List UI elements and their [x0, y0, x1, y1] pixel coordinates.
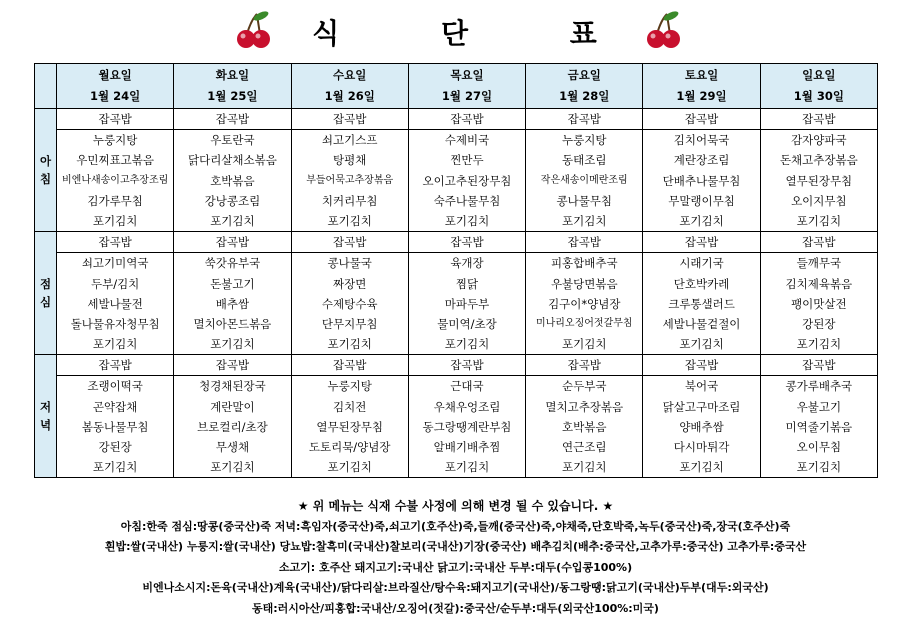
menu-item: 근대국: [450, 379, 484, 394]
menu-item: 쇠고기스프: [321, 133, 378, 148]
day-header: [408, 64, 525, 109]
menu-item: 수제탕수육: [321, 296, 378, 311]
title-char: 단: [440, 17, 471, 50]
menu-item: 포기김치: [562, 213, 607, 228]
page-title: [0, 12, 911, 52]
menu-item: 열무된장무침: [316, 419, 384, 434]
menu-item: 포기김치: [327, 337, 372, 352]
menu-cell: [174, 355, 291, 478]
day-date: 1월 25일: [207, 89, 258, 103]
menu-cell: [760, 109, 877, 232]
menu-item: 포기김치: [92, 213, 138, 228]
menu-item: 호박볶음: [210, 173, 255, 188]
menu-item: 잡곡밥: [292, 232, 408, 253]
menu-item: 잡곡밥: [409, 355, 525, 376]
menu-item: 포기김치: [796, 337, 842, 352]
cherry-icon: [643, 10, 683, 50]
menu-item: 미역줄기볶음: [785, 419, 853, 434]
menu-item: 누룽지탕: [562, 133, 607, 148]
menu-item: 작은새송이메란조림: [540, 174, 628, 186]
menu-item: 포기김치: [679, 213, 724, 228]
menu-item: 계란장조림: [673, 153, 730, 168]
menu-item: 김치전: [333, 399, 367, 414]
menu-cell: [174, 232, 291, 355]
menu-item: 쇠고기미역국: [81, 256, 149, 271]
menu-item: 수제비국: [444, 133, 490, 148]
menu-cell: [408, 109, 525, 232]
menu-item: 잡곡밥: [174, 109, 290, 130]
menu-cell: [526, 232, 643, 355]
menu-item: 곤약잡채: [92, 399, 138, 414]
menu-item: 잡곡밥: [643, 109, 759, 130]
menu-item: 비엔나새송이고추장조림: [62, 174, 169, 186]
menu-item: 우민찌표고볶음: [76, 153, 155, 168]
menu-item: 동태조림: [562, 153, 607, 168]
menu-item: 잡곡밥: [409, 232, 525, 253]
meal-row: [35, 232, 878, 355]
menu-item: 김치어묵국: [673, 133, 730, 148]
menu-item: 시래기국: [679, 256, 724, 271]
menu-item: 콩나물무침: [556, 193, 613, 208]
menu-item: 피홍합배추국: [550, 256, 618, 271]
menu-cell: [57, 232, 174, 355]
origin-line: 비엔나소시지:돈육(국내산)계육(국내산)/닭다리살:브라질산/탕수육:돼지고기(국내산)/동그랑땡:닭고기(국내산)두부(대두:외국산): [142, 581, 769, 594]
menu-item: 잡곡밥: [57, 109, 173, 130]
menu-item: 콩나물국: [327, 256, 372, 271]
menu-item: 우토란국: [210, 133, 255, 148]
menu-item: 잡곡밥: [761, 232, 877, 253]
day-name: 일요일: [802, 68, 836, 82]
day-name: 금요일: [567, 68, 601, 82]
menu-cell: [291, 109, 408, 232]
menu-item: 강된장: [98, 440, 132, 454]
menu-item: 포기김치: [679, 460, 724, 475]
menu-item: 세발나물겉절이: [662, 316, 741, 331]
menu-item: 연근조림: [562, 440, 607, 454]
menu-cell: [643, 232, 760, 355]
menu-cell: [526, 109, 643, 232]
menu-item: 김가루무침: [87, 193, 143, 208]
meal-label: 저 녁: [35, 355, 57, 478]
menu-cell: [643, 355, 760, 478]
menu-item: 오이고추된장무침: [422, 173, 512, 188]
title-char: 식: [312, 17, 342, 50]
day-name: 토요일: [684, 68, 719, 82]
menu-item: 무말랭이무침: [668, 193, 735, 208]
menu-item: 포기김치: [444, 213, 490, 228]
corner-cell: [35, 64, 57, 109]
menu-item: 두부/김치: [90, 276, 140, 291]
menu-item: 미나리오징어젓갈무침: [535, 317, 633, 329]
menu-item: 우불당면볶음: [550, 276, 618, 291]
menu-item: 잡곡밥: [526, 109, 642, 130]
menu-item: 무생채: [215, 440, 250, 454]
menu-item: 닭살고구마조림: [662, 399, 741, 414]
menu-item: 콩가루배추국: [785, 379, 853, 394]
menu-item: 포기김치: [562, 460, 607, 475]
day-name: 화요일: [215, 68, 250, 82]
menu-item: 우채우엉조림: [433, 399, 501, 414]
menu-item: 잡곡밥: [761, 109, 877, 130]
menu-item: 잡곡밥: [409, 109, 525, 130]
menu-cell: [760, 232, 877, 355]
meal-label: 점 심: [35, 232, 57, 355]
menu-item: 단호박카레: [673, 276, 730, 291]
menu-item: 브로컬리/초장: [197, 419, 268, 434]
menu-item: 북어국: [684, 379, 719, 394]
origin-line: 소고기: 호주산 돼지고기:국내산 닭고기:국내산 두부:대두(수입콩100%): [278, 560, 633, 574]
menu-item: 포기김치: [679, 337, 724, 352]
menu-cell: [291, 355, 408, 478]
menu-item: 청경채된장국: [199, 379, 266, 394]
menu-item: 단무지무침: [321, 316, 378, 331]
menu-item: 포기김치: [796, 460, 842, 475]
menu-item: 잡곡밥: [526, 232, 642, 253]
menu-item: 열무된장무침: [785, 173, 853, 188]
menu-item: 포기김치: [92, 460, 138, 475]
menu-item: 포기김치: [562, 337, 607, 352]
menu-item: 크루통샐러드: [668, 296, 735, 311]
day-header: [760, 64, 877, 109]
meal-label: 아 침: [35, 109, 57, 232]
day-header: [57, 64, 174, 109]
menu-item: 단배추나물무침: [662, 173, 741, 188]
menu-cell: [174, 109, 291, 232]
menu-item: 숙주나물무침: [433, 193, 501, 208]
day-header: [526, 64, 643, 109]
menu-item: 강된장: [802, 316, 836, 331]
menu-item: 양배추쌈: [679, 419, 724, 434]
day-date: 1월 26일: [324, 89, 375, 103]
menu-item: 마파두부: [444, 296, 490, 311]
day-date: 1월 24일: [90, 89, 141, 103]
menu-cell: [408, 232, 525, 355]
menu-item: 잡곡밥: [526, 355, 642, 376]
menu-item: 찜닭: [455, 276, 479, 291]
menu-item: 돈불고기: [210, 276, 255, 291]
menu-item: 동그랑땡계란부침: [422, 419, 512, 434]
menu-item: 잡곡밥: [57, 355, 173, 376]
day-name: 수요일: [333, 68, 367, 82]
menu-item: 포기김치: [444, 460, 490, 475]
menu-item: 잡곡밥: [643, 355, 759, 376]
menu-item: 봄동나물무침: [81, 419, 149, 434]
menu-item: 우불고기: [796, 399, 842, 414]
menu-table: [34, 63, 878, 478]
day-header: [174, 64, 291, 109]
day-date: 1월 28일: [559, 89, 610, 103]
menu-cell: [760, 355, 877, 478]
menu-cell: [526, 355, 643, 478]
menu-cell: [57, 355, 174, 478]
menu-item: 돌나물유자청무침: [70, 316, 160, 331]
menu-item: 오이무침: [796, 440, 842, 454]
menu-item: 잡곡밥: [292, 109, 408, 130]
menu-item: 잡곡밥: [292, 355, 408, 376]
menu-item: 감자양파국: [791, 133, 847, 148]
menu-item: 포기김치: [210, 337, 255, 352]
menu-cell: [291, 232, 408, 355]
menu-item: 찐만두: [450, 153, 484, 168]
day-date: 1월 27일: [441, 89, 493, 103]
menu-item: 순두부국: [562, 379, 607, 394]
menu-item: 포기김치: [796, 213, 842, 228]
menu-item: 치커리무침: [321, 193, 378, 208]
menu-cell: [643, 109, 760, 232]
menu-item: 다시마튀각: [673, 440, 730, 454]
menu-item: 멸치아몬드볶음: [193, 316, 272, 331]
menu-item: 포기김치: [92, 337, 138, 352]
menu-item: 잡곡밥: [643, 232, 759, 253]
menu-item: 돈채고추장볶음: [779, 153, 858, 168]
menu-item: 오이지무침: [791, 193, 847, 208]
notice-line: ★ 위 메뉴는 식재 수불 사정에 의해 변경 될 수 있습니다. ★: [297, 499, 614, 513]
menu-item: 누룽지탕: [92, 133, 138, 148]
menu-item: 포기김치: [444, 337, 490, 352]
day-name: 월요일: [98, 68, 132, 82]
menu-item: 알배기배추찜: [433, 440, 501, 454]
origin-line: 아침:한죽 점심:땅콩(중국산)죽 저녁:흑임자(중국산)죽,쇠고기(호주산)죽,들깨(중국산)죽,야채죽,단호박죽,녹두(중국산)죽,장국(호주산)죽: [120, 519, 791, 533]
menu-item: 배추쌈: [215, 296, 250, 311]
menu-item: 누룽지탕: [327, 379, 372, 394]
menu-item: 부들어묵고추장볶음: [306, 174, 394, 186]
menu-item: 탕평채: [333, 153, 367, 168]
meal-row: [35, 109, 878, 232]
menu-item: 짜장면: [333, 276, 367, 291]
menu-item: 포기김치: [210, 213, 255, 228]
menu-item: 잡곡밥: [761, 355, 877, 376]
menu-item: 포기김치: [327, 460, 372, 475]
notes: [0, 496, 911, 619]
menu-item: 육개장: [450, 256, 484, 271]
menu-item: 호박볶음: [562, 419, 607, 434]
menu-item: 세발나물전: [87, 296, 143, 311]
menu-item: 도토리묵/양념장: [308, 440, 391, 454]
menu-item: 김치제육볶음: [785, 276, 853, 291]
menu-item: 김구이*양념장: [548, 296, 621, 311]
day-date: 1월 30일: [793, 89, 844, 103]
origin-line: 흰밥:쌀(국내산) 누룽지:쌀(국내산) 당뇨밥:찰흑미(국내산)찰보리(국내산)기장(중국산) 배추김치(배추:중국산,고추가루:중국산) 고추가루:중국산: [104, 540, 807, 553]
menu-item: 포기김치: [327, 213, 372, 228]
menu-item: 닭다리살채소볶음: [187, 153, 277, 168]
day-header: [291, 64, 408, 109]
menu-item: 계란말이: [210, 399, 255, 414]
menu-item: 조랭이떡국: [87, 379, 143, 394]
day-date: 1월 29일: [676, 89, 727, 103]
menu-cell: [57, 109, 174, 232]
menu-item: 멸치고추장볶음: [545, 399, 624, 414]
header-row: [35, 64, 878, 109]
menu-item: 들깨무국: [796, 256, 842, 271]
origin-line: 동태:러시아산/피홍합:국내산/오징어(젓갈):중국산/순두부:대두(외국산100%:미국): [252, 601, 659, 615]
menu-item: 잡곡밥: [174, 232, 290, 253]
title-bar: [0, 0, 911, 62]
meal-row: [35, 355, 878, 478]
day-header: [643, 64, 760, 109]
menu-item: 잡곡밥: [174, 355, 290, 376]
menu-item: 쑥갓유부국: [204, 256, 261, 271]
menu-item: 물미역/초장: [437, 316, 497, 331]
menu-cell: [408, 355, 525, 478]
menu-item: 팽이맛살전: [791, 296, 847, 311]
menu-item: 포기김치: [210, 460, 255, 475]
menu-item: 강낭콩조림: [204, 193, 261, 208]
title-char: 표: [569, 17, 599, 50]
day-name: 목요일: [450, 68, 484, 82]
menu-item: 잡곡밥: [57, 232, 173, 253]
